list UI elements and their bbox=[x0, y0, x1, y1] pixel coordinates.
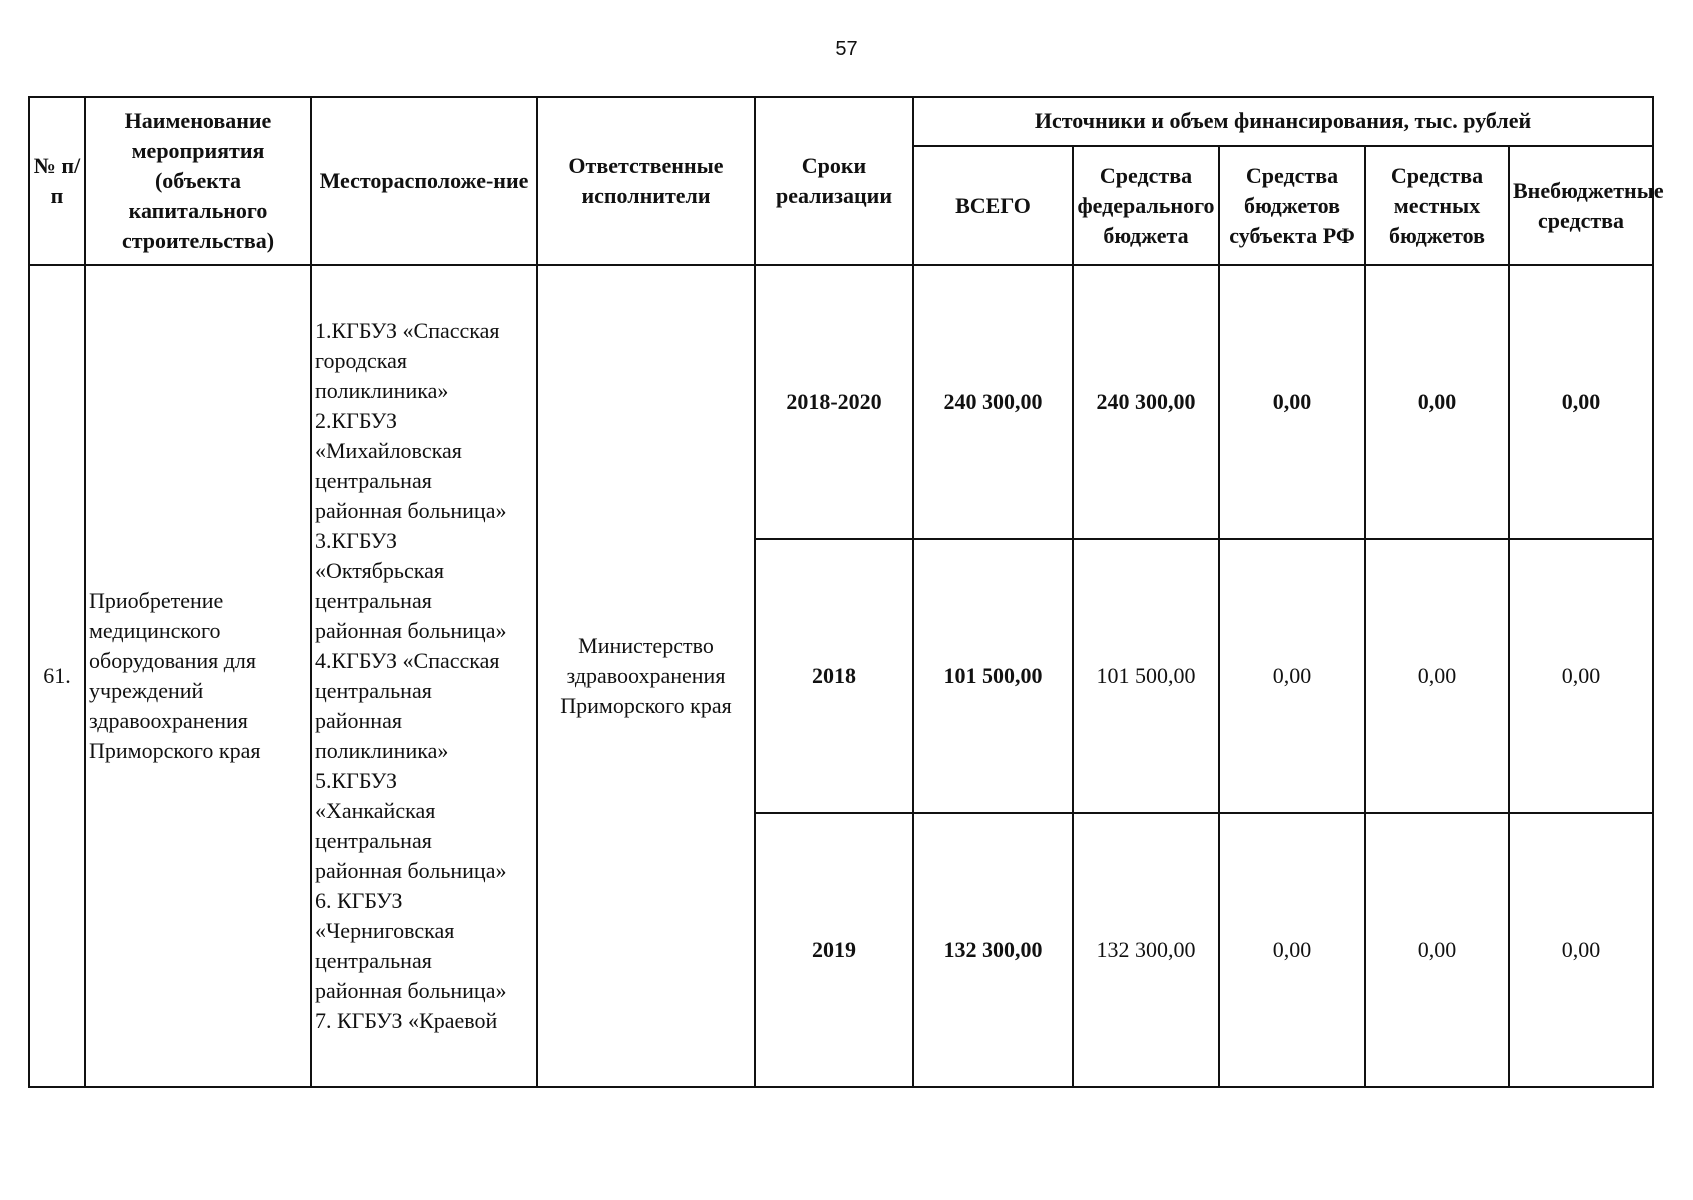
header-name: Наименование мероприятия (объекта капитального строительства) bbox=[85, 97, 311, 265]
entry-location bbox=[311, 265, 537, 1087]
total-cell: 132 300,00 bbox=[913, 813, 1073, 1087]
entry-responsible: Министерство здравоохранения Приморского края bbox=[537, 265, 755, 1087]
header-num: № п/п bbox=[29, 97, 85, 265]
header-total: ВСЕГО bbox=[913, 146, 1073, 266]
location-line: «Октябрьская bbox=[315, 558, 444, 584]
header-responsible: Ответственные исполнители bbox=[537, 97, 755, 265]
header-local: Средства местных бюджетов bbox=[1365, 146, 1509, 266]
header-location: Месторасположе-ние bbox=[311, 97, 537, 265]
extrabudget-cell: 0,00 bbox=[1509, 265, 1653, 539]
header-subject: Средства бюджетов субъекта РФ bbox=[1219, 146, 1365, 266]
federal-cell: 240 300,00 bbox=[1073, 265, 1219, 539]
location-line: 3.КГБУЗ bbox=[315, 528, 398, 554]
federal-cell: 101 500,00 bbox=[1073, 539, 1219, 813]
location-line: 5.КГБУЗ bbox=[315, 768, 398, 794]
location-line: районная больница» bbox=[315, 618, 507, 644]
location-line: городская bbox=[315, 348, 408, 374]
location-line: центральная bbox=[315, 468, 432, 494]
location-line: районная больница» bbox=[315, 978, 507, 1004]
subject-cell: 0,00 bbox=[1219, 813, 1365, 1087]
header-extrabudget: Внебюджетные средства bbox=[1509, 146, 1653, 266]
term-cell: 2018 bbox=[755, 539, 913, 813]
federal-cell: 132 300,00 bbox=[1073, 813, 1219, 1087]
page-number: 57 bbox=[835, 38, 858, 60]
location-line: «Черниговская bbox=[315, 918, 455, 944]
subject-cell: 0,00 bbox=[1219, 265, 1365, 539]
subject-cell: 0,00 bbox=[1219, 539, 1365, 813]
location-line: «Ханкайская bbox=[315, 798, 436, 824]
header-financing-group: Источники и объем финансирования, тыс. рублей bbox=[913, 97, 1653, 146]
location-line: центральная bbox=[315, 948, 432, 974]
location-line: 2.КГБУЗ bbox=[315, 408, 398, 434]
local-cell: 0,00 bbox=[1365, 813, 1509, 1087]
table-row bbox=[29, 265, 1653, 539]
term-cell: 2019 bbox=[755, 813, 913, 1087]
entry-name: Приобретение медицинского оборудования для учреждений здравоохранения Приморского края bbox=[85, 265, 311, 1087]
location-line: 1.КГБУЗ «Спасская bbox=[315, 318, 500, 344]
location-line: поликлиника» bbox=[315, 738, 449, 764]
local-cell: 0,00 bbox=[1365, 265, 1509, 539]
location-line: «Михайловская bbox=[315, 438, 462, 464]
location-line: 4.КГБУЗ «Спасская bbox=[315, 648, 500, 674]
location-line: центральная bbox=[315, 678, 432, 704]
location-line: 7. КГБУЗ «Краевой bbox=[315, 1008, 498, 1034]
total-cell: 240 300,00 bbox=[913, 265, 1073, 539]
total-cell: 101 500,00 bbox=[913, 539, 1073, 813]
local-cell: 0,00 bbox=[1365, 539, 1509, 813]
header-federal: Средства федерального бюджета bbox=[1073, 146, 1219, 266]
location-line: 6. КГБУЗ bbox=[315, 888, 403, 914]
location-line: поликлиника» bbox=[315, 378, 449, 404]
extrabudget-cell: 0,00 bbox=[1509, 539, 1653, 813]
term-cell: 2018-2020 bbox=[755, 265, 913, 539]
location-line: районная больница» bbox=[315, 498, 507, 524]
header-terms: Сроки реализации bbox=[755, 97, 913, 265]
location-line: центральная bbox=[315, 828, 432, 854]
location-line: районная bbox=[315, 708, 402, 734]
extrabudget-cell: 0,00 bbox=[1509, 813, 1653, 1087]
location-line: центральная bbox=[315, 588, 432, 614]
location-line: районная больница» bbox=[315, 858, 507, 884]
entry-num: 61. bbox=[29, 265, 85, 1087]
financing-table bbox=[28, 96, 1664, 1088]
